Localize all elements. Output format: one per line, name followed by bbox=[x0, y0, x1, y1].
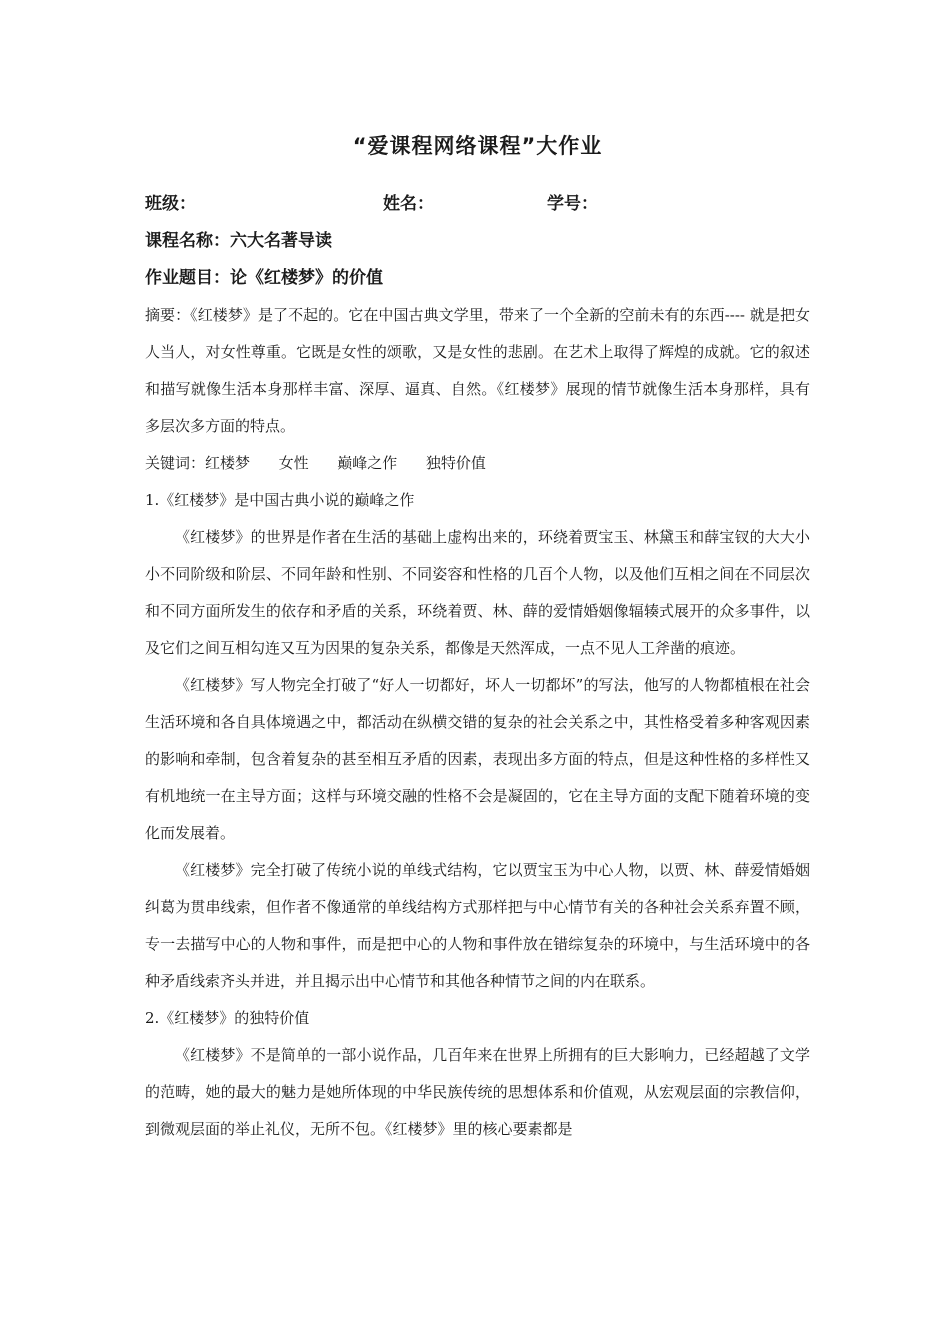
student-id-label: 学号： bbox=[547, 194, 598, 214]
keywords-label: 关键词： bbox=[145, 454, 206, 472]
keyword: 巅峰之作 bbox=[337, 454, 398, 472]
student-info-row bbox=[145, 186, 810, 223]
assignment-title-line bbox=[145, 260, 810, 297]
section-1-paragraph: 《红楼梦》写人物完全打破了“好人一切都好，坏人一切都坏”的写法，他写的人物都植根在社会生活环境和各自具体境遇之中，都活动在纵横交错的复杂的社会关系之中，其性格受着多种客观因素的影响和牵制，包含着复杂的甚至相互矛盾的因素，表现出多方面的特点，但是这种性格的多样性又有机地统一在主导方面；这样与环境交融的性格不会是凝固的，它在主导方面的支配下随着环境的变化而发展着。 bbox=[145, 676, 810, 842]
assignment-title-value: 论《红楼梦》的价值 bbox=[230, 268, 383, 288]
section-1-paragraph: 《红楼梦》完全打破了传统小说的单线式结构，它以贾宝玉为中心人物，以贾、林、薛爱情婚姻纠葛为贯串线索，但作者不像通常的单线结构方式那样把与中心情节有关的各种社会关系弃置不顾，专一去描写中心的人物和事件，而是把中心的人物和事件放在错综复杂的环境中，与生活环境中的各种矛盾线索齐头并进，并且揭示出中心情节和其他各种情节之间的内在联系。 bbox=[145, 861, 810, 990]
course-name-label: 课程名称： bbox=[145, 231, 230, 251]
document-page bbox=[145, 130, 810, 1148]
keyword: 红楼梦 bbox=[205, 454, 251, 472]
keyword: 独特价值 bbox=[425, 454, 486, 472]
section-heading-1: 1.《红楼梦》是中国古典小说的巅峰之作 bbox=[145, 491, 415, 509]
class-label: 班级： bbox=[145, 194, 196, 214]
keywords-line bbox=[145, 445, 810, 482]
name-label: 姓名： bbox=[383, 194, 434, 214]
section-1-paragraph: 《红楼梦》的世界是作者在生活的基础上虚构出来的，环绕着贾宝玉、林黛玉和薛宝钗的大大小小不同阶级和阶层、不同年龄和性别、不同姿容和性格的几百个人物，以及他们互相之间在不同层次和不同方面所发生的依存和矛盾的关系，环绕着贾、林、薛的爱情婚姻像辐辏式展开的众多事件，以及它们之间互相勾连又互为因果的复杂关系，都像是天然浑成，一点不见人工斧凿的痕迹。 bbox=[145, 528, 810, 657]
course-name-value: 六大名著导读 bbox=[230, 231, 332, 251]
course-name-line bbox=[145, 223, 810, 260]
section-heading-2: 2.《红楼梦》的独特价值 bbox=[145, 1009, 310, 1027]
keyword: 女性 bbox=[278, 454, 309, 472]
section-2-paragraph: 《红楼梦》不是简单的一部小说作品，几百年来在世界上所拥有的巨大影响力，已经超越了文学的范畴，她的最大的魅力是她所体现的中华民族传统的思想体系和价值观，从宏观层面的宗教信仰，到微观层面的举止礼仪，无所不包。《红楼梦》里的核心要素都是 bbox=[145, 1046, 810, 1138]
abstract: 摘要：《红楼梦》是了不起的。它在中国古典文学里，带来了一个全新的空前未有的东西---- 就是把女人当人，对女性尊重。它既是女性的颂歌，又是女性的悲剧。在艺术上取得了辉煌的成就。它的叙述和描写就像生活本身那样丰富、深厚、逼真、自然。《红楼梦》展现的情节就像生活本身那样，具有多层次多方面的特点。 bbox=[145, 306, 810, 435]
document-title: “爱课程网络课程”大作业 bbox=[352, 134, 603, 158]
assignment-title-label: 作业题目： bbox=[145, 268, 230, 288]
